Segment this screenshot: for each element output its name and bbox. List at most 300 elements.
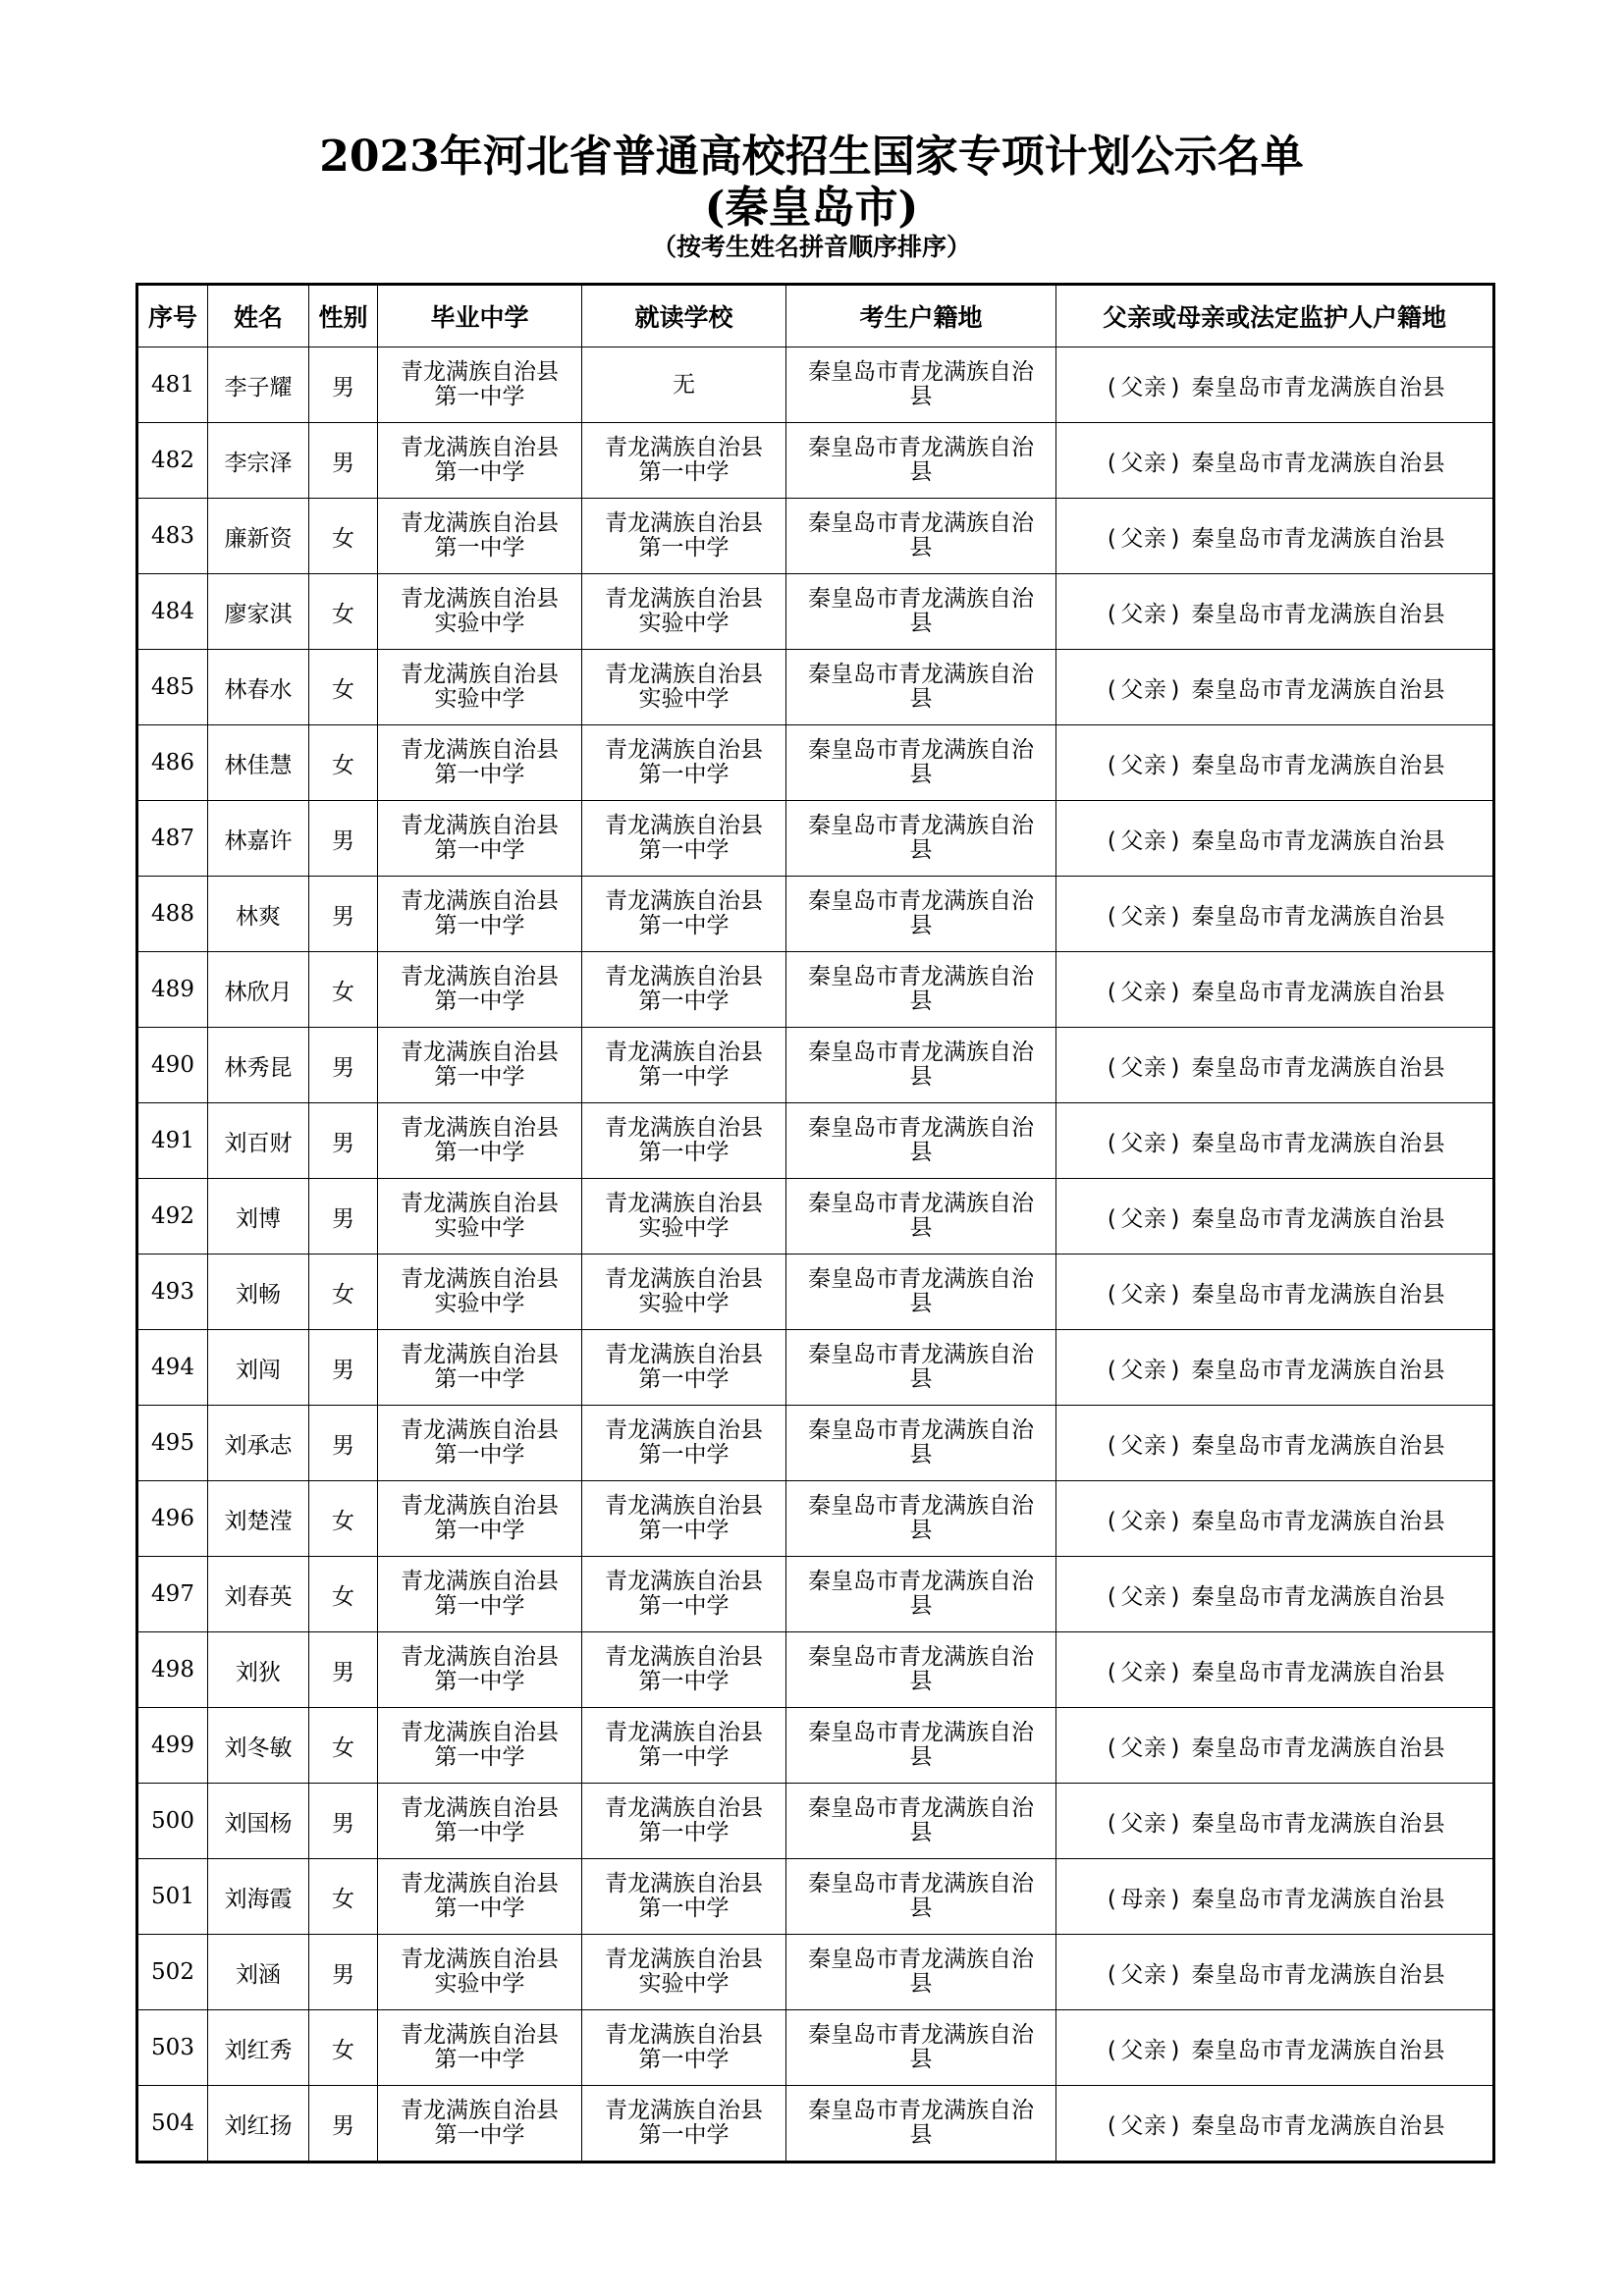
cell-gender: 男: [309, 1179, 378, 1255]
hukou-line1: 秦皇岛市青龙满族自治: [808, 662, 1034, 687]
grad-school-line2: 实验中学: [434, 1291, 525, 1316]
cell-hukou: [786, 801, 1056, 877]
cell-grad-school: [378, 1784, 582, 1859]
current-school-line2: 第一中学: [638, 1820, 730, 1845]
hukou-line2: 县: [909, 1971, 933, 1997]
cell-no: 490: [137, 1028, 208, 1103]
hukou-line1: 秦皇岛市青龙满族自治: [808, 1644, 1034, 1670]
cell-current-school: [582, 801, 786, 877]
cell-grad-school: [378, 1632, 582, 1708]
cell-current-school: [582, 877, 786, 952]
cell-parent-hukou: [1056, 952, 1494, 1028]
close-paren: ): [1170, 979, 1180, 1005]
cell-parent-hukou: [1056, 1632, 1494, 1708]
cell-grad-school: [378, 725, 582, 801]
current-school-line1: 青龙满族自治县: [605, 1795, 763, 1821]
cell-parent-hukou: [1056, 1557, 1494, 1632]
parent-relation: 父亲: [1120, 1810, 1167, 1837]
parent-hukou: 秦皇岛市青龙满族自治县: [1191, 1961, 1446, 1988]
hukou-line1: 秦皇岛市青龙满族自治: [808, 1191, 1034, 1216]
parent-hukou: 秦皇岛市青龙满族自治县: [1191, 1281, 1446, 1308]
cell-no: 488: [137, 877, 208, 952]
current-school-line1: 青龙满族自治县: [605, 1569, 763, 1594]
cell-no: 497: [137, 1557, 208, 1632]
cell-current-school: [582, 1935, 786, 2010]
current-school-line1: 青龙满族自治县: [605, 1266, 763, 1292]
cell-hukou: [786, 1632, 1056, 1708]
cell-grad-school: [378, 952, 582, 1028]
table-row: [137, 1632, 1494, 1708]
open-paren: (: [1107, 1357, 1117, 1383]
hukou-line2: 县: [909, 837, 933, 863]
current-school-line2: 第一中学: [638, 1140, 730, 1165]
grad-school-line2: 第一中学: [434, 2047, 525, 2072]
close-paren: ): [1170, 1054, 1180, 1081]
cell-name: 林秀昆: [208, 1028, 309, 1103]
parent-hukou: 秦皇岛市青龙满族自治县: [1191, 1583, 1446, 1610]
table-row: [137, 499, 1494, 574]
current-school-line1: 青龙满族自治县: [605, 1493, 763, 1519]
parent-hukou: 秦皇岛市青龙满族自治县: [1191, 1205, 1446, 1232]
close-paren: ): [1170, 1735, 1180, 1761]
table-row: [137, 1784, 1494, 1859]
close-paren: ): [1170, 525, 1180, 552]
close-paren: ): [1170, 1205, 1180, 1232]
cell-hukou: [786, 1935, 1056, 2010]
hukou-line1: 秦皇岛市青龙满族自治: [808, 359, 1034, 385]
parent-relation: 父亲: [1120, 903, 1167, 930]
cell-current-school: [582, 1859, 786, 1935]
table-row: [137, 2086, 1494, 2163]
cell-name: 刘楚滢: [208, 1481, 309, 1557]
parent-relation: 父亲: [1120, 1432, 1167, 1459]
close-paren: ): [1170, 1508, 1180, 1534]
cell-name: 刘春英: [208, 1557, 309, 1632]
cell-name: 刘国杨: [208, 1784, 309, 1859]
cell-hukou: [786, 2010, 1056, 2086]
table-row: [137, 1708, 1494, 1784]
cell-current-school: [582, 725, 786, 801]
current-school-line1: 青龙满族自治县: [605, 2098, 763, 2123]
open-paren: (: [1107, 903, 1117, 930]
close-paren: ): [1170, 676, 1180, 703]
open-paren: (: [1107, 1886, 1117, 1912]
cell-grad-school: [378, 347, 582, 423]
cell-no: 481: [137, 347, 208, 423]
open-paren: (: [1107, 1735, 1117, 1761]
cell-current-school: [582, 1708, 786, 1784]
cell-gender: 男: [309, 801, 378, 877]
cell-no: 501: [137, 1859, 208, 1935]
cell-no: 491: [137, 1103, 208, 1179]
current-school-line2: 实验中学: [638, 686, 730, 712]
hukou-line1: 秦皇岛市青龙满族自治: [808, 2098, 1034, 2123]
cell-current-school: [582, 650, 786, 725]
cell-gender: 男: [309, 1406, 378, 1481]
grad-school-line1: 青龙满族自治县: [401, 1644, 559, 1670]
table-row: [137, 1255, 1494, 1330]
cell-current-school: [582, 1255, 786, 1330]
cell-current-school: [582, 499, 786, 574]
close-paren: ): [1170, 1810, 1180, 1837]
open-paren: (: [1107, 450, 1117, 476]
parent-hukou: 秦皇岛市青龙满族自治县: [1191, 601, 1446, 627]
grad-school-line1: 青龙满族自治县: [401, 1417, 559, 1443]
cell-no: 498: [137, 1632, 208, 1708]
open-paren: (: [1107, 979, 1117, 1005]
parent-hukou: 秦皇岛市青龙满族自治县: [1191, 1432, 1446, 1459]
hukou-line2: 县: [909, 1291, 933, 1316]
cell-name: 廉新资: [208, 499, 309, 574]
current-school-line2: 第一中学: [638, 1366, 730, 1392]
cell-gender: 女: [309, 1859, 378, 1935]
current-school-line1: 青龙满族自治县: [605, 435, 763, 460]
grad-school-line2: 第一中学: [434, 384, 525, 409]
cell-no: 504: [137, 2086, 208, 2163]
cell-parent-hukou: [1056, 1255, 1494, 1330]
page-subtitle-sort-note: （按考生姓名拼音顺序排序）: [651, 233, 971, 261]
parent-hukou: 秦皇岛市青龙满族自治县: [1191, 450, 1446, 476]
cell-name: 刘狄: [208, 1632, 309, 1708]
cell-name: 林爽: [208, 877, 309, 952]
grad-school-line2: 第一中学: [434, 1593, 525, 1619]
grad-school-line2: 第一中学: [434, 1896, 525, 1921]
table-row: [137, 1406, 1494, 1481]
cell-hukou: [786, 1103, 1056, 1179]
hukou-line2: 县: [909, 1744, 933, 1770]
cell-grad-school: [378, 574, 582, 650]
cell-no: 496: [137, 1481, 208, 1557]
cell-parent-hukou: [1056, 574, 1494, 650]
parent-relation: 父亲: [1120, 1735, 1167, 1761]
cell-hukou: [786, 1859, 1056, 1935]
hukou-line2: 县: [909, 535, 933, 561]
roster-table: [135, 283, 1495, 2163]
table-row: [137, 423, 1494, 499]
hukou-line2: 县: [909, 384, 933, 409]
current-school-line2: 第一中学: [638, 1669, 730, 1694]
grad-school-line1: 青龙满族自治县: [401, 1115, 559, 1141]
cell-gender: 男: [309, 1784, 378, 1859]
cell-name: 刘畅: [208, 1255, 309, 1330]
table-row: [137, 1935, 1494, 2010]
parent-relation: 父亲: [1120, 752, 1167, 778]
parent-hukou: 秦皇岛市青龙满族自治县: [1191, 2112, 1446, 2139]
close-paren: ): [1170, 828, 1180, 854]
cell-parent-hukou: [1056, 1481, 1494, 1557]
cell-current-school: [582, 1784, 786, 1859]
hukou-line2: 县: [909, 1669, 933, 1694]
table-row: [137, 1859, 1494, 1935]
grad-school-line1: 青龙满族自治县: [401, 510, 559, 536]
cell-no: 483: [137, 499, 208, 574]
open-paren: (: [1107, 752, 1117, 778]
cell-parent-hukou: [1056, 650, 1494, 725]
cell-no: 487: [137, 801, 208, 877]
cell-gender: 男: [309, 1330, 378, 1406]
grad-school-line1: 青龙满族自治县: [401, 586, 559, 612]
open-paren: (: [1107, 1432, 1117, 1459]
hukou-line2: 县: [909, 913, 933, 938]
cell-gender: 男: [309, 2086, 378, 2163]
current-school-line1: 青龙满族自治县: [605, 510, 763, 536]
open-paren: (: [1107, 525, 1117, 552]
parent-hukou: 秦皇岛市青龙满族自治县: [1191, 1810, 1446, 1837]
parent-relation: 父亲: [1120, 2037, 1167, 2063]
cell-hukou: [786, 1708, 1056, 1784]
cell-name: 刘海霞: [208, 1859, 309, 1935]
current-school-line1: 青龙满族自治县: [605, 888, 763, 914]
parent-relation: 父亲: [1120, 1357, 1167, 1383]
close-paren: ): [1170, 1583, 1180, 1610]
open-paren: (: [1107, 2037, 1117, 2063]
parent-relation: 父亲: [1120, 676, 1167, 703]
grad-school-line1: 青龙满族自治县: [401, 1040, 559, 1065]
current-school-line2: 第一中学: [638, 837, 730, 863]
cell-name: 刘博: [208, 1179, 309, 1255]
close-paren: ): [1170, 752, 1180, 778]
grad-school-line1: 青龙满族自治县: [401, 1871, 559, 1896]
hukou-line2: 县: [909, 1518, 933, 1543]
hukou-line1: 秦皇岛市青龙满族自治: [808, 1795, 1034, 1821]
close-paren: ): [1170, 2037, 1180, 2063]
parent-relation: 父亲: [1120, 450, 1167, 476]
cell-parent-hukou: [1056, 347, 1494, 423]
grad-school-line2: 实验中学: [434, 1215, 525, 1241]
cell-hukou: [786, 2086, 1056, 2163]
parent-relation: 父亲: [1120, 1961, 1167, 1988]
close-paren: ): [1170, 1130, 1180, 1156]
parent-relation: 父亲: [1120, 1508, 1167, 1534]
header-hukou: 考生户籍地: [786, 285, 1056, 347]
hukou-line2: 县: [909, 611, 933, 636]
hukou-line1: 秦皇岛市青龙满族自治: [808, 1871, 1034, 1896]
cell-grad-school: [378, 1179, 582, 1255]
grad-school-line1: 青龙满族自治县: [401, 1493, 559, 1519]
grad-school-line1: 青龙满族自治县: [401, 1342, 559, 1367]
cell-current-school: [582, 1179, 786, 1255]
current-school-line2: 第一中学: [638, 988, 730, 1014]
close-paren: ): [1170, 1659, 1180, 1685]
grad-school-line1: 青龙满族自治县: [401, 737, 559, 763]
cell-parent-hukou: [1056, 1179, 1494, 1255]
header-name: 姓名: [208, 285, 309, 347]
close-paren: ): [1170, 903, 1180, 930]
cell-parent-hukou: [1056, 1935, 1494, 2010]
cell-current-school: [582, 2086, 786, 2163]
current-school-line2: 第一中学: [638, 535, 730, 561]
hukou-line1: 秦皇岛市青龙满族自治: [808, 964, 1034, 989]
cell-grad-school: [378, 423, 582, 499]
table-row: [137, 1481, 1494, 1557]
cell-parent-hukou: [1056, 725, 1494, 801]
table-row: [137, 952, 1494, 1028]
close-paren: ): [1170, 374, 1180, 400]
cell-grad-school: [378, 2086, 582, 2163]
grad-school-line1: 青龙满族自治县: [401, 359, 559, 385]
table-row: [137, 725, 1494, 801]
cell-current-school: [582, 574, 786, 650]
current-school-line1: 青龙满族自治县: [605, 1720, 763, 1745]
parent-hukou: 秦皇岛市青龙满族自治县: [1191, 1508, 1446, 1534]
current-school-line2: 第一中学: [638, 2047, 730, 2072]
table-row: [137, 2010, 1494, 2086]
hukou-line2: 县: [909, 1064, 933, 1090]
cell-name: 林欣月: [208, 952, 309, 1028]
cell-hukou: [786, 1557, 1056, 1632]
open-paren: (: [1107, 1205, 1117, 1232]
cell-gender: 女: [309, 1708, 378, 1784]
grad-school-line2: 第一中学: [434, 1518, 525, 1543]
cell-no: 502: [137, 1935, 208, 2010]
header-gender: 性别: [309, 285, 378, 347]
current-school-line1: 青龙满族自治县: [605, 1947, 763, 1972]
open-paren: (: [1107, 1508, 1117, 1534]
table-row: [137, 1557, 1494, 1632]
close-paren: ): [1170, 1886, 1180, 1912]
current-school-line1: 青龙满族自治县: [605, 1040, 763, 1065]
cell-parent-hukou: [1056, 423, 1494, 499]
cell-no: 500: [137, 1784, 208, 1859]
parent-hukou: 秦皇岛市青龙满族自治县: [1191, 1357, 1446, 1383]
table-row: [137, 877, 1494, 952]
grad-school-line1: 青龙满族自治县: [401, 2098, 559, 2123]
cell-hukou: [786, 1255, 1056, 1330]
open-paren: (: [1107, 1659, 1117, 1685]
current-school-line2: 第一中学: [638, 762, 730, 787]
parent-hukou: 秦皇岛市青龙满族自治县: [1191, 374, 1446, 400]
cell-parent-hukou: [1056, 1330, 1494, 1406]
grad-school-line2: 第一中学: [434, 762, 525, 787]
cell-grad-school: [378, 1935, 582, 2010]
parent-relation: 父亲: [1120, 1054, 1167, 1081]
parent-relation: 父亲: [1120, 979, 1167, 1005]
grad-school-line1: 青龙满族自治县: [401, 435, 559, 460]
current-school-line2: 第一中学: [638, 1593, 730, 1619]
current-school-line2: 第一中学: [638, 1518, 730, 1543]
parent-hukou: 秦皇岛市青龙满族自治县: [1191, 752, 1446, 778]
hukou-line2: 县: [909, 1896, 933, 1921]
cell-name: 刘涵: [208, 1935, 309, 2010]
current-school-line1: 青龙满族自治县: [605, 1871, 763, 1896]
cell-gender: 女: [309, 1255, 378, 1330]
hukou-line2: 县: [909, 686, 933, 712]
cell-no: 495: [137, 1406, 208, 1481]
cell-parent-hukou: [1056, 1103, 1494, 1179]
current-school-line1: 无: [673, 371, 695, 398]
hukou-line1: 秦皇岛市青龙满族自治: [808, 1115, 1034, 1141]
cell-gender: 女: [309, 499, 378, 574]
current-school-line2: 实验中学: [638, 1291, 730, 1316]
grad-school-line1: 青龙满族自治县: [401, 1191, 559, 1216]
cell-gender: 女: [309, 952, 378, 1028]
close-paren: ): [1170, 1357, 1180, 1383]
open-paren: (: [1107, 601, 1117, 627]
hukou-line1: 秦皇岛市青龙满族自治: [808, 737, 1034, 763]
cell-grad-school: [378, 1028, 582, 1103]
hukou-line2: 县: [909, 1820, 933, 1845]
close-paren: ): [1170, 601, 1180, 627]
cell-gender: 女: [309, 1557, 378, 1632]
hukou-line1: 秦皇岛市青龙满族自治: [808, 435, 1034, 460]
cell-name: 李子耀: [208, 347, 309, 423]
hukou-line1: 秦皇岛市青龙满族自治: [808, 1947, 1034, 1972]
current-school-line1: 青龙满族自治县: [605, 1342, 763, 1367]
grad-school-line2: 实验中学: [434, 1971, 525, 1997]
current-school-line1: 青龙满族自治县: [605, 964, 763, 989]
current-school-line1: 青龙满族自治县: [605, 813, 763, 838]
cell-parent-hukou: [1056, 1859, 1494, 1935]
parent-relation: 父亲: [1120, 1659, 1167, 1685]
cell-no: 503: [137, 2010, 208, 2086]
parent-hukou: 秦皇岛市青龙满族自治县: [1191, 2037, 1446, 2063]
cell-gender: 男: [309, 347, 378, 423]
cell-hukou: [786, 499, 1056, 574]
parent-relation: 父亲: [1120, 1281, 1167, 1308]
grad-school-line1: 青龙满族自治县: [401, 813, 559, 838]
parent-relation: 父亲: [1120, 2112, 1167, 2139]
cell-parent-hukou: [1056, 499, 1494, 574]
current-school-line2: 第一中学: [638, 913, 730, 938]
table-row: [137, 1330, 1494, 1406]
cell-name: 刘百财: [208, 1103, 309, 1179]
grad-school-line2: 实验中学: [434, 686, 525, 712]
hukou-line2: 县: [909, 1215, 933, 1241]
close-paren: ): [1170, 1281, 1180, 1308]
grad-school-line1: 青龙满族自治县: [401, 1569, 559, 1594]
parent-hukou: 秦皇岛市青龙满族自治县: [1191, 1054, 1446, 1081]
page-subtitle-city: (秦皇岛市): [704, 183, 919, 233]
current-school-line2: 第一中学: [638, 1442, 730, 1468]
grad-school-line2: 第一中学: [434, 1366, 525, 1392]
cell-hukou: [786, 1406, 1056, 1481]
cell-gender: 男: [309, 423, 378, 499]
parent-relation: 父亲: [1120, 1205, 1167, 1232]
cell-hukou: [786, 1028, 1056, 1103]
current-school-line2: 第一中学: [638, 1064, 730, 1090]
parent-hukou: 秦皇岛市青龙满族自治县: [1191, 1735, 1446, 1761]
cell-no: 489: [137, 952, 208, 1028]
cell-current-school: [582, 952, 786, 1028]
cell-current-school: [582, 423, 786, 499]
cell-gender: 女: [309, 650, 378, 725]
cell-hukou: [786, 952, 1056, 1028]
cell-grad-school: [378, 1330, 582, 1406]
cell-no: 499: [137, 1708, 208, 1784]
hukou-line1: 秦皇岛市青龙满族自治: [808, 1417, 1034, 1443]
cell-name: 林嘉许: [208, 801, 309, 877]
close-paren: ): [1170, 2112, 1180, 2139]
grad-school-line1: 青龙满族自治县: [401, 1795, 559, 1821]
cell-parent-hukou: [1056, 1406, 1494, 1481]
cell-grad-school: [378, 1859, 582, 1935]
table-row: [137, 1028, 1494, 1103]
hukou-line1: 秦皇岛市青龙满族自治: [808, 2022, 1034, 2048]
grad-school-line2: 实验中学: [434, 611, 525, 636]
cell-name: 刘红扬: [208, 2086, 309, 2163]
current-school-line1: 青龙满族自治县: [605, 662, 763, 687]
parent-hukou: 秦皇岛市青龙满族自治县: [1191, 1659, 1446, 1685]
parent-hukou: 秦皇岛市青龙满族自治县: [1191, 1886, 1446, 1912]
cell-current-school: [582, 1557, 786, 1632]
cell-gender: 男: [309, 1935, 378, 2010]
cell-no: 482: [137, 423, 208, 499]
hukou-line1: 秦皇岛市青龙满族自治: [808, 888, 1034, 914]
cell-gender: 女: [309, 2010, 378, 2086]
hukou-line2: 县: [909, 2047, 933, 2072]
cell-grad-school: [378, 1255, 582, 1330]
cell-current-school: [582, 1028, 786, 1103]
